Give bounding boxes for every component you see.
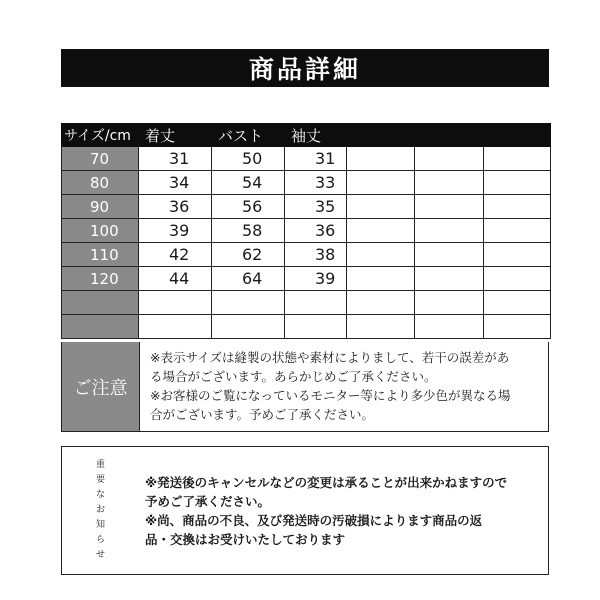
important-label-char: 要 [95, 475, 105, 485]
important-line: 品・交換はお受けいたしております [145, 532, 346, 547]
important-notice [61, 446, 549, 575]
value-cell: 42 [139, 243, 212, 267]
notes-line: 合がございます。予めご了承ください。 [150, 407, 375, 422]
value-cell: 39 [139, 219, 212, 243]
important-label [62, 447, 139, 574]
size-cell: 110 [62, 243, 139, 267]
value-cell: 34 [139, 171, 212, 195]
empty-cell [285, 291, 347, 315]
important-label-char: お [95, 505, 105, 515]
empty-cell [484, 219, 551, 243]
header-sleeve: 袖丈 [285, 124, 347, 147]
important-text [139, 447, 548, 574]
value-cell: 39 [285, 267, 347, 291]
value-cell: 31 [285, 147, 347, 171]
size-cell: 90 [62, 195, 139, 219]
notes-line: ※お客様のご覧になっているモニター等により多少色が異なる場 [150, 388, 511, 403]
header-length: 着丈 [139, 124, 212, 147]
table-row [62, 243, 551, 267]
empty-cell [484, 171, 551, 195]
empty-cell [347, 267, 415, 291]
table-row-empty [62, 291, 551, 315]
empty-cell [212, 291, 285, 315]
empty-cell [484, 291, 551, 315]
empty-cell [484, 267, 551, 291]
table-row [62, 219, 551, 243]
empty-cell [139, 315, 212, 339]
value-cell: 44 [139, 267, 212, 291]
table-row [62, 195, 551, 219]
value-cell: 38 [285, 243, 347, 267]
value-cell: 58 [212, 219, 285, 243]
important-line: ※発送後のキャンセルなどの変更は承ることが出来かねますので [145, 475, 508, 490]
header-bust: バスト [212, 124, 285, 147]
value-cell: 56 [212, 195, 285, 219]
empty-cell [285, 315, 347, 339]
size-cell: 100 [62, 219, 139, 243]
value-cell: 35 [285, 195, 347, 219]
empty-cell [484, 315, 551, 339]
value-cell: 64 [212, 267, 285, 291]
value-cell: 62 [212, 243, 285, 267]
notes-line: る場合がございます。あらかじめご了承ください。 [150, 369, 437, 384]
important-label-char: な [95, 490, 105, 500]
page-title: 商品詳細 [61, 49, 549, 87]
header-empty [415, 124, 484, 147]
empty-cell [484, 243, 551, 267]
table-header-row [62, 124, 551, 147]
important-label-char: 知 [95, 520, 105, 530]
empty-cell [415, 315, 484, 339]
empty-cell [347, 315, 415, 339]
notes-section [61, 342, 549, 432]
table-row [62, 171, 551, 195]
notes-text [140, 342, 548, 431]
important-label-char: ら [95, 535, 105, 545]
empty-cell [415, 291, 484, 315]
value-cell: 36 [139, 195, 212, 219]
notes-line: ※表示サイズは縫製の状態や素材によりまして、若干の誤差があ [150, 350, 510, 365]
empty-cell [347, 291, 415, 315]
value-cell: 54 [212, 171, 285, 195]
size-cell-empty [62, 315, 139, 339]
important-label-char: 重 [95, 460, 105, 470]
empty-cell [347, 219, 415, 243]
notes-label: ご注意 [62, 342, 140, 431]
empty-cell [347, 243, 415, 267]
header-empty [347, 124, 415, 147]
value-cell: 33 [285, 171, 347, 195]
important-label-char: せ [95, 550, 105, 560]
empty-cell [415, 147, 484, 171]
important-line: ※尚、商品の不良、及び発送時の汚破損によります商品の返 [145, 513, 483, 528]
empty-cell [139, 291, 212, 315]
empty-cell [415, 219, 484, 243]
empty-cell [212, 315, 285, 339]
header-size: サイズ/cm [62, 124, 139, 147]
table-row [62, 147, 551, 171]
important-line: 予めご了承ください。 [145, 494, 271, 509]
empty-cell [484, 195, 551, 219]
empty-cell [415, 171, 484, 195]
size-cell: 80 [62, 171, 139, 195]
empty-cell [347, 171, 415, 195]
size-cell: 120 [62, 267, 139, 291]
empty-cell [415, 195, 484, 219]
size-cell-empty [62, 291, 139, 315]
value-cell: 36 [285, 219, 347, 243]
value-cell: 50 [212, 147, 285, 171]
empty-cell [484, 147, 551, 171]
header-empty [484, 124, 551, 147]
table-row-empty [62, 315, 551, 339]
value-cell: 31 [139, 147, 212, 171]
table-row [62, 267, 551, 291]
empty-cell [347, 147, 415, 171]
empty-cell [347, 195, 415, 219]
empty-cell [415, 243, 484, 267]
size-cell: 70 [62, 147, 139, 171]
empty-cell [415, 267, 484, 291]
size-table [61, 123, 551, 339]
